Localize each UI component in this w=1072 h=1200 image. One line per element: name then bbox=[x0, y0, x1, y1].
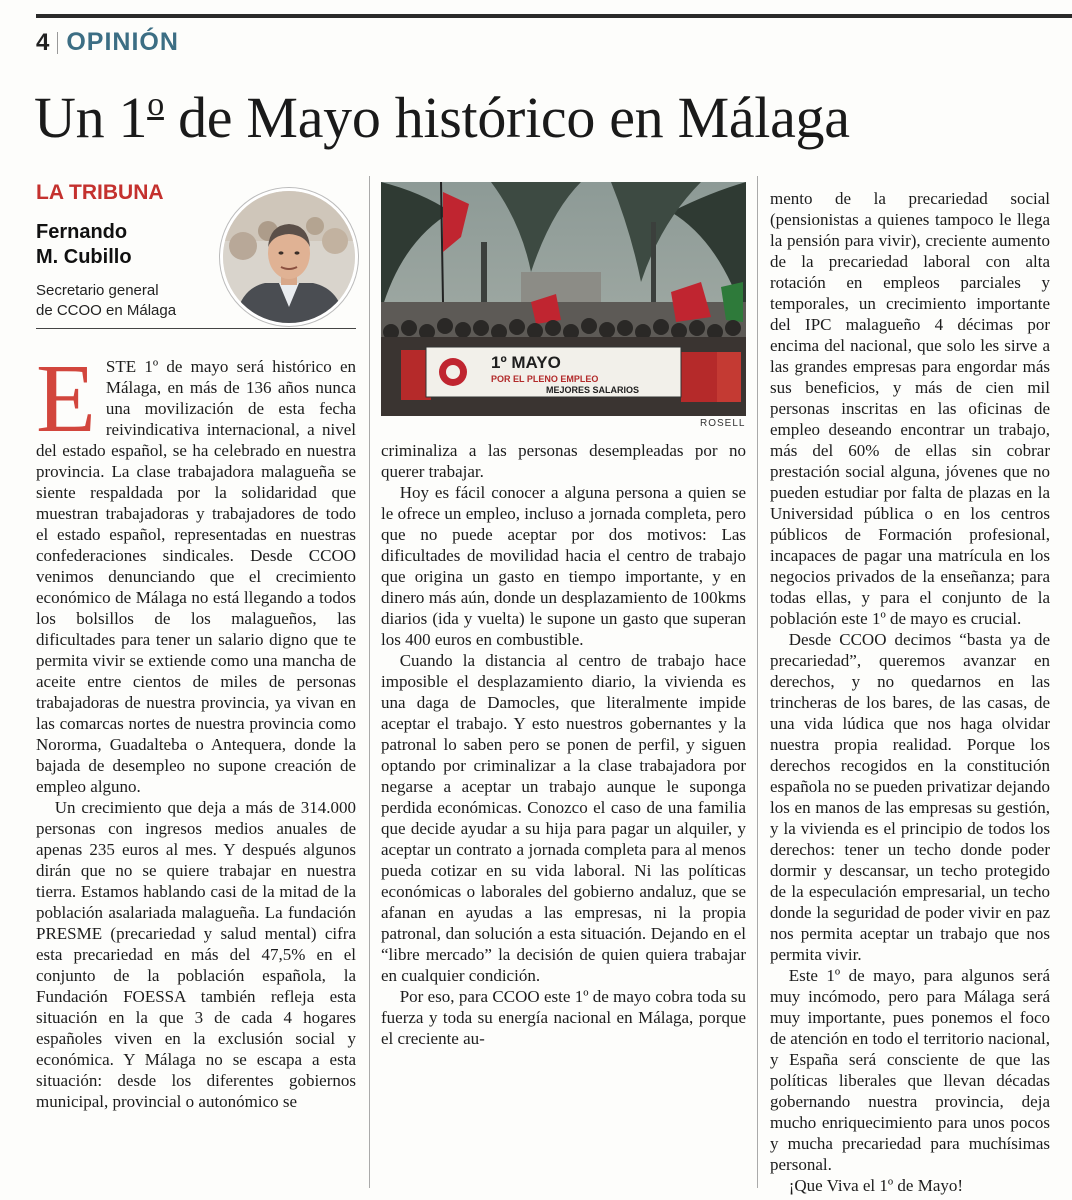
author-portrait-image bbox=[223, 191, 355, 323]
paragraph: Hoy es fácil conocer a alguna persona a quien se le ofrece un empleo, incluso a jornada completa, pero que no puede aceptar por dos motivos: Las dificultades de movilidad hacia el centro de trabajo que origina un gasto en tiempo importante, y en dinero más aún, donde un desplazamiento de 100kms diarios (ida y vuelta) le supone un gasto que superan los 400 euros en combustible. bbox=[381, 483, 746, 649]
top-rule bbox=[36, 14, 1072, 18]
author-name-line-2: M. Cubillo bbox=[36, 246, 132, 268]
header-divider bbox=[57, 32, 58, 54]
author-name-line-1: Fernando bbox=[36, 221, 128, 243]
paragraph: criminaliza a las personas desempleadas por no querer trabajar. bbox=[381, 441, 746, 481]
title-ordinal: o bbox=[147, 86, 164, 123]
author-role-line-1: Secretario general bbox=[36, 282, 159, 299]
photo-credit: ROSELL bbox=[700, 418, 746, 429]
title-part-2: de Mayo histórico en Málaga bbox=[163, 85, 850, 150]
paragraph: Por eso, para CCOO este 1º de mayo cobra toda su fuerza y toda su energía nacional en Málaga, porque el creciente au- bbox=[381, 987, 746, 1048]
byline-rule bbox=[36, 328, 356, 329]
column-divider-1 bbox=[369, 176, 370, 1188]
paragraph: STE 1º de mayo será histórico en Málaga, en más de 136 años nunca una movilización de esta fecha reivindicativa internacional, a nivel del estado español, se ha celebrado en nuestra provincia. La clase trabajadora malagueña se siente respaldada por la solidaridad que muestran trabajadoras y trabajadores de todo el estado español, representadas en nuestras confederaciones sindicales. Desde CCOO venimos denunciando que el crecimiento económico de Málaga no está llegando a todos los bolsillos de los malagueños, las dificultades para tener un salario digno que te permita vivir se extiende como una mancha de aceite entre cientos de miles de personas trabajadoras de nuestra provincia, ya vivan en las comarcas nortes de nuestra provincia como Nororma, Guadalteba o Antequera, donde la bajada de desempleo no supone creación de empleo alguno. bbox=[36, 357, 356, 796]
title-part-1: Un 1 bbox=[34, 85, 148, 150]
paragraph: mento de la precariedad social (pensionistas a quienes tampoco le llega la pensión para vivir), creciente aumento de la precariedad laboral con alta rotación en empleos parciales y temporales, un crecimiento importante del IPC malagueño 4 décimas por encima del nacional, que solo les sirve a las grandes empresas para engordar más sus beneficios, y más de cien mil personas inscritas en las oficinas de empleo deseando encontrar un trabajo, más del 60% de ellas sin cobrar prestación social alguna, jóvenes que no pueden estudiar por falta de plazas en la Universidad pública o en los centros públicos de Formación profesional, incapaces de pagar una matrícula en los negocios privados de la enseñanza; para todas ellas, y para el conjunto de la población este 1º de mayo es crucial. bbox=[770, 189, 1050, 628]
column-divider-2 bbox=[757, 176, 758, 1188]
column-3 bbox=[770, 188, 1050, 1196]
author-name bbox=[36, 220, 132, 270]
paragraph: ¡Que Viva el 1º de Mayo! bbox=[788, 1176, 964, 1195]
page-number: 4 bbox=[36, 28, 50, 56]
banner-text-2: POR EL PLENO EMPLEO bbox=[491, 374, 599, 384]
paragraph: Desde CCOO decimos “basta ya de precariedad”, queremos avanzar en derechos, y no quedarnos en las trincheras de los bares, de las casas, de una vida lúdica que nos haga olvidar nuestra propia realidad. Porque los derechos recogidos en la constitución española no se pueden privatizar dejando los en manos de las empresas su gestión, y la vivienda es el principio de todos los derechos: tener un techo donde poder dormir y descansar, un techo protegido de la especulación empresarial, un techo donde la seguridad de poder vivir en paz nos permita aceptar un trabajo que nos permita vivir. bbox=[770, 630, 1050, 964]
paragraph: Cuando la distancia al centro de trabajo hace imposible el desplazamiento diario, la vivienda es una daga de Damocles, que literalmente impide aceptar el trabajo. Y esto nuestros gobernantes y la patronal lo saben pero se ponen de perfil, y siguen optando por criminalizar a la clase trabajadora por negarse a aceptar un trabajo aunque le suponga perdida económicas. Conozco el caso de una familia que decide ayudar a su hija para pagar un alquiler, y aceptar un contrato a jornada completa para al menos pueda cotizar en su vida laboral. Ni las políticas económicas o laborales del gobierno andaluz, que se afanan en ayudas a las empresas, ni la propia patronal, dan solución a esta situación. Dejando en el “libre mercado” la decisión de quien quiera trabajar en cualquier condición. bbox=[381, 651, 746, 985]
rubric: LA TRIBUNA bbox=[36, 181, 164, 204]
banner-text-3: MEJORES SALARIOS bbox=[546, 385, 640, 395]
section-label: OPINIÓN bbox=[66, 28, 179, 56]
author-avatar bbox=[220, 188, 358, 326]
column-2 bbox=[381, 440, 746, 1049]
drop-cap: E bbox=[36, 345, 96, 453]
author-role-line-2: de CCOO en Málaga bbox=[36, 302, 177, 319]
demonstration-image bbox=[381, 182, 746, 416]
march-photo bbox=[381, 182, 746, 416]
column-1 bbox=[36, 345, 356, 1112]
paragraph: Este 1º de mayo, para algunos será muy incómodo, pero para Málaga será muy importante, pues ponemos el foco de atención en todo el territorio nacional, y España será consciente de que las políticas liberales que llevan décadas gobernando nuestra provincia, deja mucho enriquecimiento para unos pocos y mucha precariedad para muchísimas personal. bbox=[770, 966, 1050, 1174]
banner-text-1: 1º MAYO bbox=[491, 353, 561, 372]
paragraph: Un crecimiento que deja a más de 314.000 personas con ingresos medios anuales de apenas 235 euros al mes. Y después algunos dirán que no se quiere trabajar en nuestra tierra. Estamos hablando casi de la mitad de la población asalariada malagueña. La fundación PRESME (precariedad y salud mental) cifra esta precariedad en más del 47,5% en el conjunto de la población española, la Fundación FOESSA también refleja esta situación en la que 3 de cada 4 hogares españoles viven en la exclusión social y económica. Y Málaga no se escapa a esta situación: desde los diferentes gobiernos municipal, provincial o autonómico se bbox=[36, 798, 356, 1111]
article-title bbox=[34, 84, 850, 151]
page-header bbox=[36, 28, 179, 57]
author-role bbox=[36, 281, 176, 321]
